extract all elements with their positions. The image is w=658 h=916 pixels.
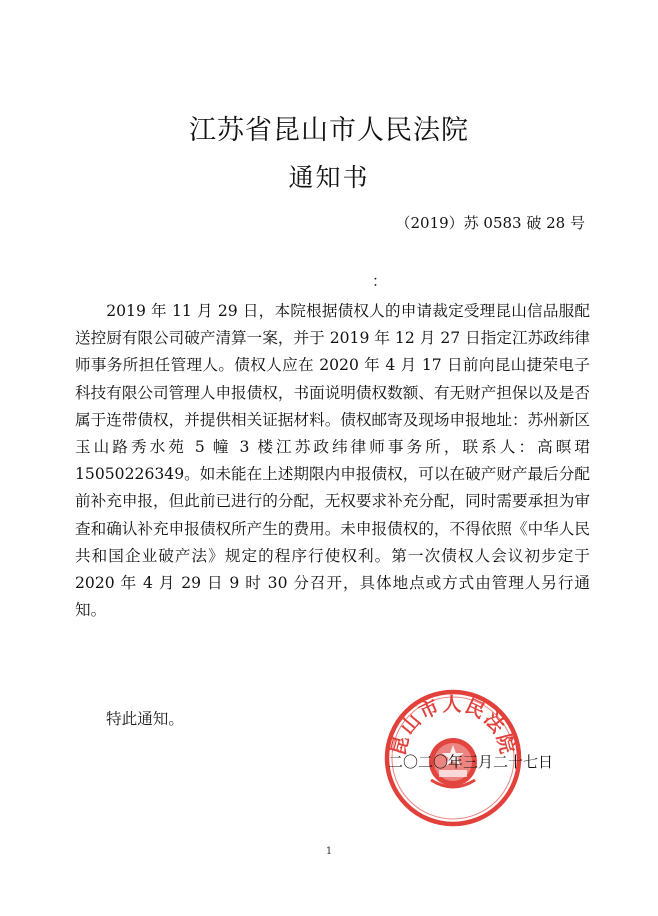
issue-date: 二〇二〇年三月二十七日 xyxy=(388,753,554,771)
notice-body xyxy=(75,298,590,624)
seal-text: 昆山市人民法院 xyxy=(387,693,519,758)
body-paragraph: 2019 年 11 月 29 日，本院根据债权人的申请裁定受理昆山信品服配送控厨有限公司破产清算一案，并于 2019 年 12 月 27 日指定江苏政纬律师事务所担任管理人。债权人应在 2020 年 4 月 17 日前向昆山捷荣电子科技有限公司管理人申报债权，书面说明债权数额、有无财产担保以及是否属于连带债权，并提供相关证据材料。债权邮寄及现场申报地址：苏州新区玉山路秀水苑 5 幢 3 楼江苏政纬律师事务所，联系人：高暝珺 15050226349。如未能在上述期限内申报债权，可以在破产财产最后分配前补充申报，但此前已进行的分配，无权要求补充分配，同时需要承担为审查和确认补充申报债权所产生的费用。未申报债权的，不得依照《中华人民共和国企业破产法》规定的程序行使权利。第一次债权人会议初步定于 2020 年 4 月 29 日 9 时 30 分召开，具体地点或方式由管理人另行通知。 xyxy=(75,302,590,620)
page-number: 1 xyxy=(325,846,333,857)
court-name-heading: 江苏省昆山市人民法院 xyxy=(189,115,469,146)
closing-line: 特此通知。 xyxy=(106,710,184,728)
case-number: （2019）苏 0583 破 28 号 xyxy=(395,214,585,232)
document-title: 通知书 xyxy=(288,163,370,192)
addressee-line: ： xyxy=(372,272,388,290)
